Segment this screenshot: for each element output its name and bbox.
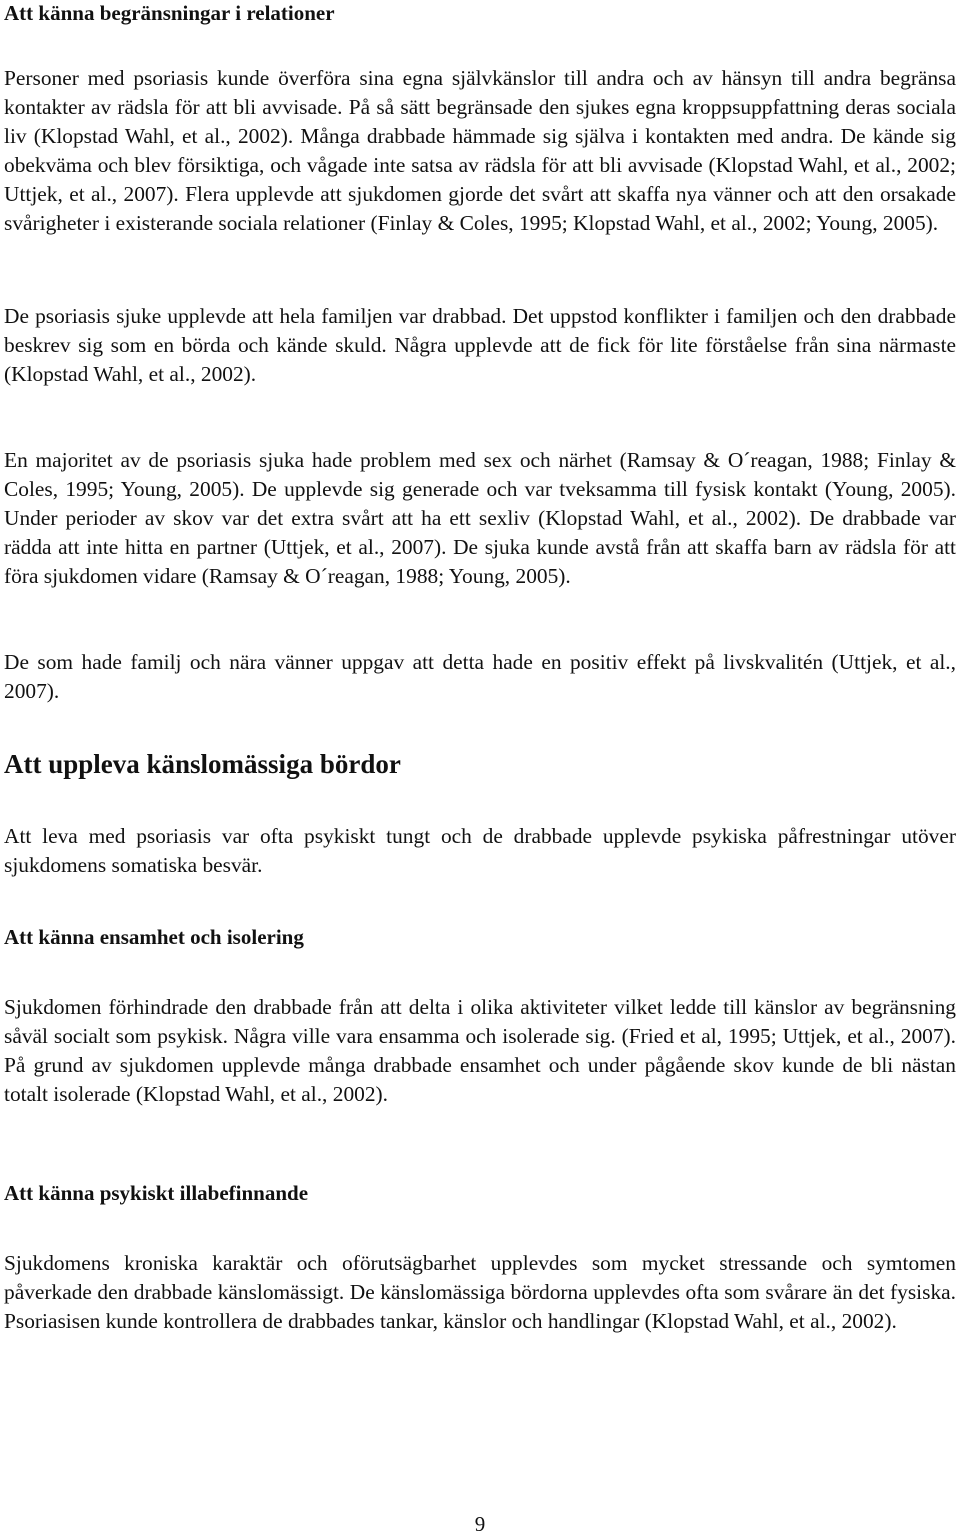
section-heading-relationer: Att känna begränsningar i relationer	[4, 1, 335, 25]
paragraph: Sjukdomen förhindrade den drabbade från att delta i olika aktiviteter vilket ledde till känslor av begränsning såväl socialt som psykisk. Några ville vara ensamma och isolerade sig. (Fried et al, 1995; Uttjek, et al., 2007). På grund av sjukdomen upplevde många drabbade ensamhet och under pågående skov kunde de bli nästan totalt isolerade (Klopstad Wahl, et al., 2002).	[4, 995, 956, 1106]
paragraph: De psoriasis sjuke upplevde att hela familjen var drabbad. Det uppstod konflikter i familjen och den drabbade beskrev sig som en börda och kände skuld. Några upplevde att de fick för lite förståelse från sina närmaste (Klopstad Wahl, et al., 2002).	[4, 304, 956, 386]
paragraph: Sjukdomens kroniska karaktär och oförutsägbarhet upplevdes som mycket stressande och symtomen påverkade den drabbade känslomässigt. De känslomässiga bördorna upplevdes ofta som svårare än det fysiska. Psoriasisen kunde kontrollera de drabbades tankar, känslor och handlingar (Klopstad Wahl, et al., 2002).	[4, 1251, 956, 1333]
paragraph: Personer med psoriasis kunde överföra sina egna självkänslor till andra och av hänsyn till andra begränsa kontakter av rädsla för att bli avvisade. På så sätt begränsade den sjukes egna kroppsuppfattning deras sociala liv (Klopstad Wahl, et al., 2002). Många drabbade hämmade sig själva i kontakten med andra. De kände sig obekväma och blev försiktiga, och vågade inte satsa av rädsla för att bli avvisade (Klopstad Wahl, et al., 2002; Uttjek, et al., 2007). Flera upplevde att sjukdomen gjorde det svårt att skaffa nya vänner och att den orsakade svårigheter i existerande sociala relationer (Finlay & Coles, 1995; Klopstad Wahl, et al., 2002; Young, 2005).	[4, 66, 956, 235]
paragraph: En majoritet av de psoriasis sjuka hade problem med sex och närhet (Ramsay & O´reagan, 1988; Finlay & Coles, 1995; Young, 2005). De upplevde sig generade och var tveksamma till fysisk kontakt (Young, 2005). Under perioder av skov var det extra svårt att ha ett sexliv (Klopstad Wahl, et al., 2002). De drabbade var rädda att inte hitta en partner (Uttjek, et al., 2007). De sjuka kunde avstå från att skaffa barn av rädsla för att föra sjukdomen vidare (Ramsay & O´reagan, 1988; Young, 2005).	[4, 448, 956, 588]
paragraph: Att leva med psoriasis var ofta psykiskt tungt och de drabbade upplevde psykiska påfrestningar utöver sjukdomens somatiska besvär.	[4, 824, 956, 877]
paragraph: De som hade familj och nära vänner uppgav att detta hade en positiv effekt på livskvalitén (Uttjek, et al., 2007).	[4, 650, 956, 703]
section-heading-ensamhet: Att känna ensamhet och isolering	[4, 925, 304, 949]
section-heading-illabefinnande: Att känna psykiskt illabefinnande	[4, 1181, 309, 1205]
page-number: 9	[474, 1512, 486, 1536]
main-heading: Att uppleva känslomässiga bördor	[4, 749, 401, 779]
